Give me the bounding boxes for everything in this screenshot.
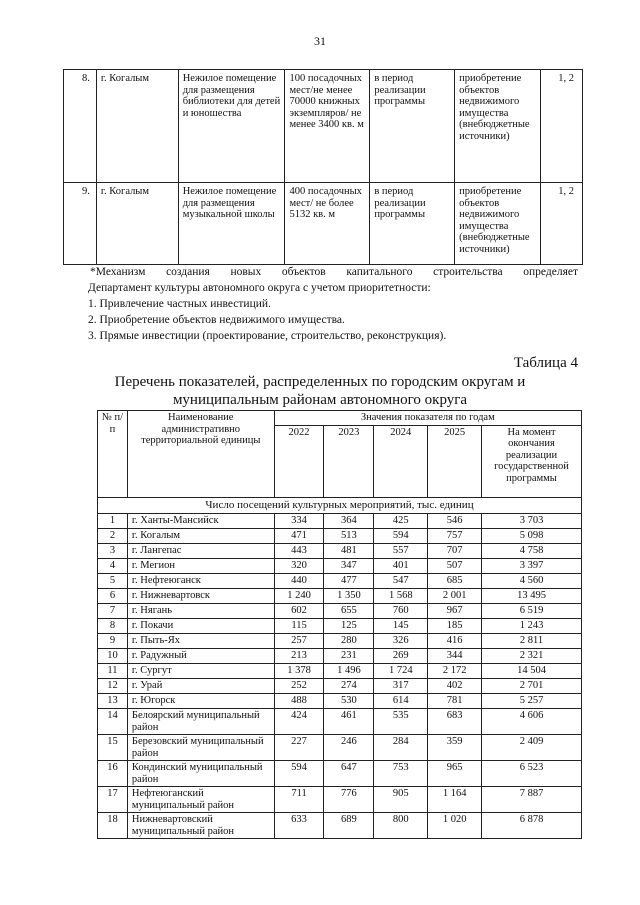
value-2024: 753 bbox=[374, 761, 428, 787]
value-2022: 320 bbox=[274, 559, 324, 574]
value-2024: 1 724 bbox=[374, 664, 428, 679]
table-row bbox=[98, 619, 582, 634]
value-final: 13 495 bbox=[482, 589, 582, 604]
value-2022: 424 bbox=[274, 709, 324, 735]
value-2025: 344 bbox=[428, 649, 482, 664]
value-2022: 440 bbox=[274, 574, 324, 589]
value-2025: 507 bbox=[428, 559, 482, 574]
value-2025: 1 164 bbox=[428, 787, 482, 813]
period-cell: в период реализации программы bbox=[370, 70, 455, 183]
value-2024: 760 bbox=[374, 604, 428, 619]
territory-name: Белоярский муниципальный район bbox=[127, 709, 274, 735]
value-2022: 602 bbox=[274, 604, 324, 619]
value-2025: 967 bbox=[428, 604, 482, 619]
table-row bbox=[98, 559, 582, 574]
row-number: 6 bbox=[98, 589, 128, 604]
row-number: 13 bbox=[98, 694, 128, 709]
value-2025: 965 bbox=[428, 761, 482, 787]
header-num: № п/п bbox=[98, 411, 128, 498]
value-2025: 416 bbox=[428, 634, 482, 649]
value-2023: 647 bbox=[324, 761, 374, 787]
value-2025: 685 bbox=[428, 574, 482, 589]
value-2023: 477 bbox=[324, 574, 374, 589]
value-2022: 594 bbox=[274, 761, 324, 787]
table-row bbox=[98, 514, 582, 529]
value-2024: 284 bbox=[374, 735, 428, 761]
value-final: 3 703 bbox=[482, 514, 582, 529]
row-number: 17 bbox=[98, 787, 128, 813]
indicators-table bbox=[97, 410, 582, 839]
value-2022: 443 bbox=[274, 544, 324, 559]
row-number: 1 bbox=[98, 514, 128, 529]
value-2022: 1 378 bbox=[274, 664, 324, 679]
section-row bbox=[98, 497, 582, 514]
value-2025: 2 001 bbox=[428, 589, 482, 604]
table-row bbox=[98, 604, 582, 619]
value-2025: 359 bbox=[428, 735, 482, 761]
territory-name: г. Нефтеюганск bbox=[127, 574, 274, 589]
territory-name: Березовский муниципальный район bbox=[127, 735, 274, 761]
value-2023: 274 bbox=[324, 679, 374, 694]
territory-name: г. Радужный bbox=[127, 649, 274, 664]
table-row bbox=[64, 70, 583, 183]
city-cell: г. Когалым bbox=[96, 70, 178, 183]
row-number: 11 bbox=[98, 664, 128, 679]
value-2022: 227 bbox=[274, 735, 324, 761]
object-cell: Нежилое помещение для размещения музыкальной школы bbox=[178, 183, 285, 265]
row-number: 9. bbox=[64, 183, 97, 265]
value-final: 2 409 bbox=[482, 735, 582, 761]
value-2023: 347 bbox=[324, 559, 374, 574]
value-2023: 530 bbox=[324, 694, 374, 709]
table-row bbox=[98, 664, 582, 679]
value-2024: 269 bbox=[374, 649, 428, 664]
table-row bbox=[98, 709, 582, 735]
value-2025: 2 172 bbox=[428, 664, 482, 679]
value-2024: 1 568 bbox=[374, 589, 428, 604]
value-final: 6 519 bbox=[482, 604, 582, 619]
mechanism-cell: приобретение объектов недвижимого имущества (внебюджетные источники) bbox=[455, 183, 541, 265]
value-final: 1 243 bbox=[482, 619, 582, 634]
table-title-line: Перечень показателей, распределенных по городским округам и bbox=[114, 374, 526, 390]
value-2023: 231 bbox=[324, 649, 374, 664]
value-final: 5 257 bbox=[482, 694, 582, 709]
table-row bbox=[98, 761, 582, 787]
refs-cell: 1, 2 bbox=[541, 70, 583, 183]
value-2023: 689 bbox=[324, 813, 374, 839]
city-cell: г. Когалым bbox=[96, 183, 178, 265]
row-number: 14 bbox=[98, 709, 128, 735]
value-2025: 1 020 bbox=[428, 813, 482, 839]
territory-name: г. Сургут bbox=[127, 664, 274, 679]
header-year: 2023 bbox=[324, 425, 374, 497]
notes-intro-cont: Департамент культуры автономного округа с учетом приоритетности: bbox=[88, 282, 431, 294]
territory-name: г. Урай bbox=[127, 679, 274, 694]
row-number: 16 bbox=[98, 761, 128, 787]
mechanism-cell: приобретение объектов недвижимого имущества (внебюджетные источники) bbox=[455, 70, 541, 183]
territory-name: г. Ханты-Мансийск bbox=[127, 514, 274, 529]
value-final: 2 701 bbox=[482, 679, 582, 694]
row-number: 8. bbox=[64, 70, 97, 183]
table-row bbox=[98, 529, 582, 544]
value-2022: 1 240 bbox=[274, 589, 324, 604]
territory-name: Нефтеюганский муниципальный район bbox=[127, 787, 274, 813]
territory-name: г. Нижневартовск bbox=[127, 589, 274, 604]
value-2024: 401 bbox=[374, 559, 428, 574]
value-2024: 547 bbox=[374, 574, 428, 589]
value-final: 5 098 bbox=[482, 529, 582, 544]
header-year: 2024 bbox=[374, 425, 428, 497]
header-final: На момент окончания реализации государственной программы bbox=[482, 425, 582, 497]
row-number: 2 bbox=[98, 529, 128, 544]
objects-table bbox=[63, 69, 583, 265]
value-final: 4 758 bbox=[482, 544, 582, 559]
territory-name: г. Мегион bbox=[127, 559, 274, 574]
value-2023: 125 bbox=[324, 619, 374, 634]
value-final: 2 811 bbox=[482, 634, 582, 649]
territory-name: г. Лангепас bbox=[127, 544, 274, 559]
header-year: 2022 bbox=[274, 425, 324, 497]
value-2024: 905 bbox=[374, 787, 428, 813]
territory-name: Кондинский муниципальный район bbox=[127, 761, 274, 787]
table-row bbox=[98, 544, 582, 559]
value-2024: 614 bbox=[374, 694, 428, 709]
value-2024: 425 bbox=[374, 514, 428, 529]
value-2023: 364 bbox=[324, 514, 374, 529]
section-title: Число посещений культурных мероприятий, тыс. единиц bbox=[98, 497, 582, 514]
value-2023: 513 bbox=[324, 529, 374, 544]
value-final: 14 504 bbox=[482, 664, 582, 679]
notes-item: 3. Прямые инвестиции (проектирование, строительство, реконструкция). bbox=[88, 330, 447, 342]
value-final: 3 397 bbox=[482, 559, 582, 574]
page-number: 31 bbox=[314, 34, 326, 48]
value-2024: 535 bbox=[374, 709, 428, 735]
value-2024: 317 bbox=[374, 679, 428, 694]
value-final: 6 878 bbox=[482, 813, 582, 839]
value-final: 7 887 bbox=[482, 787, 582, 813]
row-number: 10 bbox=[98, 649, 128, 664]
value-2022: 334 bbox=[274, 514, 324, 529]
value-2022: 488 bbox=[274, 694, 324, 709]
notes-item: 1. Привлечение частных инвестиций. bbox=[88, 298, 271, 310]
value-2025: 757 bbox=[428, 529, 482, 544]
value-2024: 326 bbox=[374, 634, 428, 649]
value-2024: 557 bbox=[374, 544, 428, 559]
notes-intro: *Механизм создания новых объектов капитального строительства определяет bbox=[90, 266, 578, 278]
table-label: Таблица 4 bbox=[513, 355, 578, 371]
table-row bbox=[98, 735, 582, 761]
value-2024: 594 bbox=[374, 529, 428, 544]
value-final: 4 560 bbox=[482, 574, 582, 589]
table-title bbox=[0, 373, 640, 409]
value-2022: 257 bbox=[274, 634, 324, 649]
notes-item: 2. Приобретение объектов недвижимого имущества. bbox=[88, 314, 345, 326]
value-2023: 461 bbox=[324, 709, 374, 735]
territory-name: г. Югорск bbox=[127, 694, 274, 709]
value-2023: 481 bbox=[324, 544, 374, 559]
table-row bbox=[98, 574, 582, 589]
header-name: Наименование административно территориальной единицы bbox=[127, 411, 274, 498]
row-number: 7 bbox=[98, 604, 128, 619]
row-number: 18 bbox=[98, 813, 128, 839]
row-number: 8 bbox=[98, 619, 128, 634]
row-number: 3 bbox=[98, 544, 128, 559]
value-2025: 683 bbox=[428, 709, 482, 735]
value-2023: 1 496 bbox=[324, 664, 374, 679]
header-year: 2025 bbox=[428, 425, 482, 497]
value-2025: 546 bbox=[428, 514, 482, 529]
refs-cell: 1, 2 bbox=[541, 183, 583, 265]
capacity-cell: 100 посадочных мест/не менее 70000 книжных экземпляров/ не менее 3400 кв. м bbox=[285, 70, 370, 183]
period-cell: в период реализации программы bbox=[370, 183, 455, 265]
value-2023: 655 bbox=[324, 604, 374, 619]
row-number: 9 bbox=[98, 634, 128, 649]
territory-name: г. Пыть-Ях bbox=[127, 634, 274, 649]
value-2025: 402 bbox=[428, 679, 482, 694]
value-2024: 145 bbox=[374, 619, 428, 634]
value-2022: 115 bbox=[274, 619, 324, 634]
value-2025: 781 bbox=[428, 694, 482, 709]
table-row bbox=[98, 813, 582, 839]
value-2023: 1 350 bbox=[324, 589, 374, 604]
object-cell: Нежилое помещение для размещения библиотеки для детей и юношества bbox=[178, 70, 285, 183]
table-row bbox=[98, 649, 582, 664]
table-row bbox=[98, 679, 582, 694]
value-final: 6 523 bbox=[482, 761, 582, 787]
value-final: 4 606 bbox=[482, 709, 582, 735]
territory-name: г. Когалым bbox=[127, 529, 274, 544]
territory-name: г. Нягань bbox=[127, 604, 274, 619]
row-number: 15 bbox=[98, 735, 128, 761]
value-2025: 707 bbox=[428, 544, 482, 559]
value-2024: 800 bbox=[374, 813, 428, 839]
territory-name: Нижневартовский муниципальный район bbox=[127, 813, 274, 839]
capacity-cell: 400 посадочных мест/ не более 5132 кв. м bbox=[285, 183, 370, 265]
table-row bbox=[98, 634, 582, 649]
table-row bbox=[98, 589, 582, 604]
row-number: 4 bbox=[98, 559, 128, 574]
value-2022: 252 bbox=[274, 679, 324, 694]
value-final: 2 321 bbox=[482, 649, 582, 664]
table-title-line: муниципальным районам автономного округа bbox=[172, 392, 468, 408]
value-2022: 471 bbox=[274, 529, 324, 544]
notes-block bbox=[90, 264, 578, 344]
territory-name: г. Покачи bbox=[127, 619, 274, 634]
value-2022: 633 bbox=[274, 813, 324, 839]
table-row bbox=[98, 787, 582, 813]
table-row bbox=[98, 694, 582, 709]
value-2022: 711 bbox=[274, 787, 324, 813]
table-row bbox=[64, 183, 583, 265]
header-values-group: Значения показателя по годам bbox=[274, 411, 581, 426]
value-2023: 246 bbox=[324, 735, 374, 761]
row-number: 5 bbox=[98, 574, 128, 589]
row-number: 12 bbox=[98, 679, 128, 694]
value-2023: 776 bbox=[324, 787, 374, 813]
value-2025: 185 bbox=[428, 619, 482, 634]
value-2022: 213 bbox=[274, 649, 324, 664]
value-2023: 280 bbox=[324, 634, 374, 649]
